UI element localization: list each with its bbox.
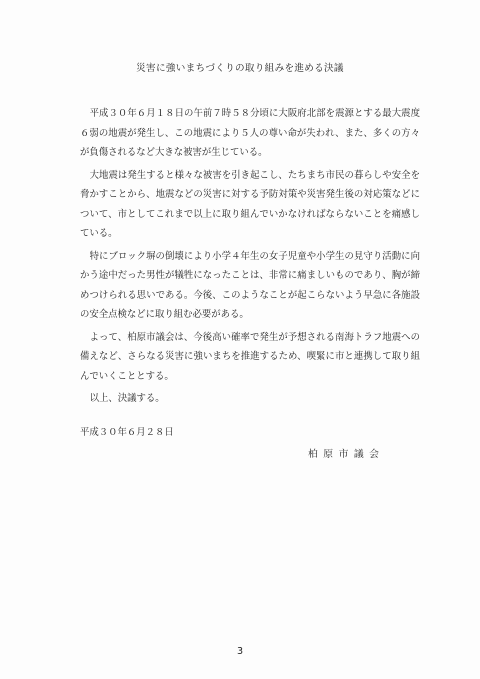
resolution-date: 平成３０年６月２８日 xyxy=(80,427,174,438)
document-title: 災害に強いまちづくりの取り組みを進める決議 xyxy=(136,63,344,74)
resolution-body xyxy=(80,104,420,412)
paragraph-disaster-measures: 大地震は発生すると様々な被害を引き起こし、たちまち市民の暮らしや安全を脅かすことから、地震などの災害に対する予防対策や災害発生後の対応策などについて、市としてこれまで以上に取り組んでいかなければならないことを痛感している。 xyxy=(80,169,420,239)
paragraph-closing: 以上、決議する。 xyxy=(89,393,165,404)
council-signature: 柏原市議会 xyxy=(308,449,385,460)
paragraph-council-resolution: よって、柏原市議会は、今後高い確率で発生が予想される南海トラフ地震への備えなど、さらなる災害に強いまちを推進するため、喫緊に市と連携して取り組んでいくこととする。 xyxy=(80,331,420,382)
page-number: 3 xyxy=(236,646,244,657)
paragraph-earthquake-event: 平成３０年６月１８日の午前７時５８分頃に大阪府北部を震源とする最大震度６弱の地震が発生し、この地震により５人の尊い命が失われ、また、多くの方々が負傷されるなど大きな被害が生じている。 xyxy=(80,108,420,158)
paragraph-block-wall: 特にブロック塀の倒壊により小学４年生の女子児童や小学生の見守り活動に向かう途中だった男性が犠牲になったことは、非常に痛ましいものであり、胸が締めつけられる思いである。今後、このようなことが起こらないよう早急に各施設の安全点検などに取り組む必要がある。 xyxy=(80,250,420,320)
